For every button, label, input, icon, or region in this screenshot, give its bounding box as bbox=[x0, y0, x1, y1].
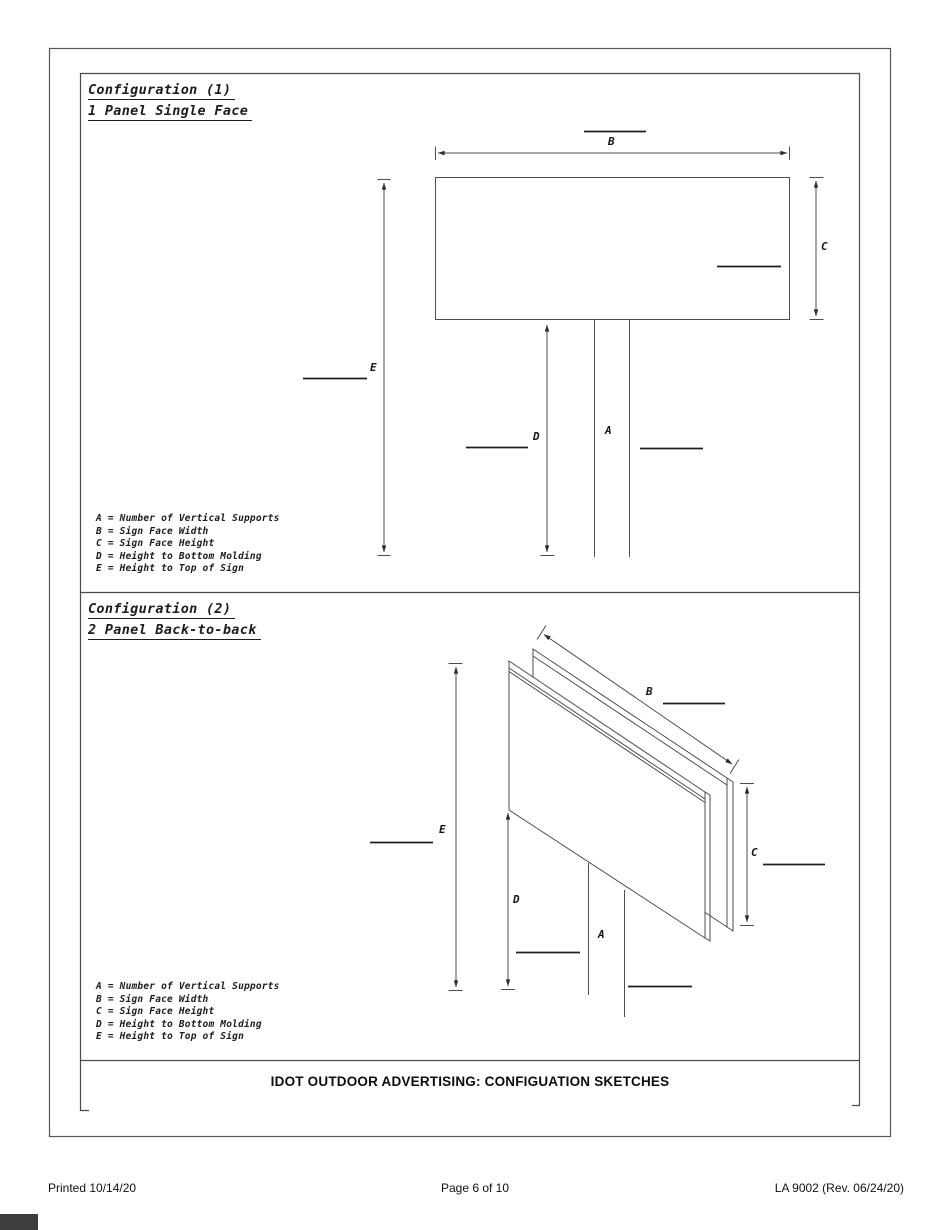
config1-title: Configuration (1) bbox=[88, 82, 235, 100]
title-block: IDOT OUTDOOR ADVERTISING: CONFIGUATION SKETCHES bbox=[270, 1074, 670, 1089]
config1-dim-c-label: C bbox=[821, 240, 828, 253]
legend-line-e: E = Height to Top of Sign bbox=[96, 1031, 244, 1043]
legend-line-b: B = Sign Face Width bbox=[96, 525, 209, 537]
config1-dim-b-label: B bbox=[608, 135, 615, 148]
config2-dim-c-label: C bbox=[751, 846, 758, 859]
footer-revision: LA 9002 (Rev. 06/24/20) bbox=[774, 1181, 904, 1195]
config1-dim-e-label: E bbox=[370, 361, 377, 374]
config2-supports bbox=[589, 863, 625, 1017]
footer-printed-date: Printed 10/14/20 bbox=[48, 1181, 137, 1195]
config2-dim-d-label: D bbox=[513, 893, 520, 906]
config1-dim-d-label: D bbox=[533, 430, 540, 443]
config2-dim-b-label: B bbox=[646, 685, 653, 698]
legend-line-a: A = Number of Vertical Supports bbox=[96, 981, 280, 992]
scan-artifact bbox=[0, 1214, 38, 1230]
config2-dim-e-label: E bbox=[439, 823, 446, 836]
footer-page-number: Page 6 of 10 bbox=[440, 1181, 510, 1195]
legend-line-d: D = Height to Bottom Molding bbox=[96, 1018, 262, 1030]
config2-dim-a-label: A bbox=[598, 928, 605, 941]
legend-line-b: B = Sign Face Width bbox=[96, 993, 209, 1005]
legend-line-d: D = Height to Bottom Molding bbox=[96, 550, 262, 562]
legend-line-c: C = Sign Face Height bbox=[96, 1006, 215, 1018]
config1-legend bbox=[96, 513, 280, 576]
config2-legend bbox=[96, 981, 280, 1044]
legend-line-c: C = Sign Face Height bbox=[96, 538, 215, 550]
config2-title: Configuration (2) bbox=[88, 601, 235, 619]
config1-subtitle: 1 Panel Single Face bbox=[88, 103, 252, 121]
config1-sign-face bbox=[436, 178, 790, 558]
config1-dim-a-label: A bbox=[605, 424, 612, 437]
legend-line-a: A = Number of Vertical Supports bbox=[96, 513, 280, 524]
config2-subtitle: 2 Panel Back-to-back bbox=[88, 622, 261, 640]
legend-line-e: E = Height to Top of Sign bbox=[96, 563, 244, 575]
